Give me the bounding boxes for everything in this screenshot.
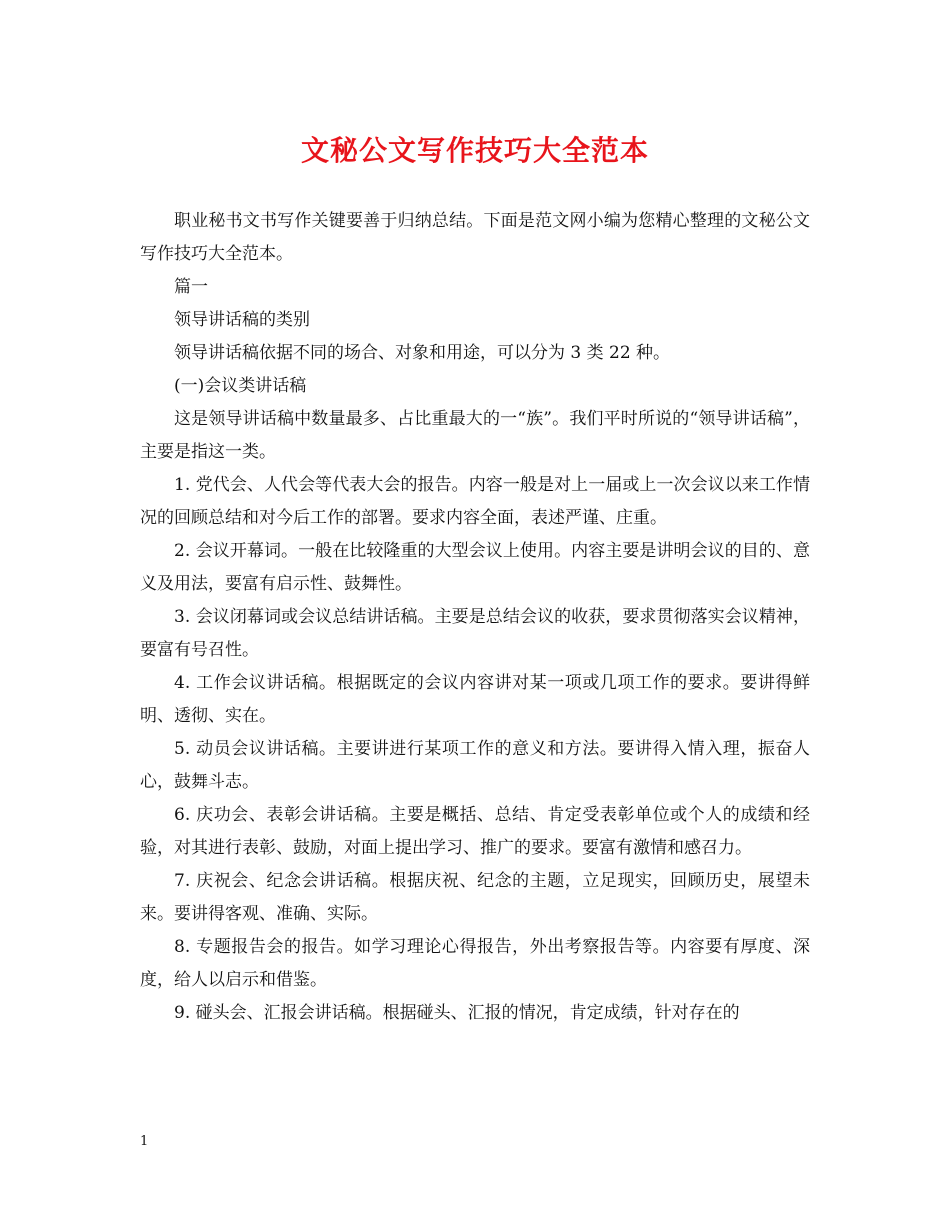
list-item: 1. 党代会、人代会等代表大会的报告。内容一般是对上一届或上一次会议以来工作情况的回顾总结和对今后工作的部署。要求内容全面，表述严谨、庄重。 <box>140 475 810 528</box>
document-body <box>140 205 810 1030</box>
list-item: 8. 专题报告会的报告。如学习理论心得报告，外出考察报告等。内容要有厚度、深度，给人以启示和借鉴。 <box>140 937 810 990</box>
paragraph-intro: 职业秘书文书写作关键要善于归纳总结。下面是范文网小编为您精心整理的文秘公文写作技巧大全范本。 <box>140 211 810 264</box>
document-title: 文秘公文写作技巧大全范本 <box>300 134 649 167</box>
page-number: 1 <box>140 1134 149 1149</box>
paragraph-subheading: (一)会议类讲话稿 <box>174 376 307 396</box>
list-item: 6. 庆功会、表彰会讲话稿。主要是概括、总结、肯定受表彰单位或个人的成绩和经验，对其进行表彰、鼓励，对面上提出学习、推广的要求。要富有激情和感召力。 <box>140 805 810 858</box>
list-item: 4. 工作会议讲话稿。根据既定的会议内容讲对某一项或几项工作的要求。要讲得鲜明、透彻、实在。 <box>140 673 810 726</box>
paragraph-description: 这是领导讲话稿中数量最多、占比重最大的一“族”。我们平时所说的“领导讲话稿”，主要是指这一类。 <box>140 409 810 462</box>
paragraph-heading: 领导讲话稿的类别 <box>174 310 310 330</box>
list-item: 5. 动员会议讲话稿。主要讲进行某项工作的意义和方法。要讲得入情入理，振奋人心，鼓舞斗志。 <box>140 739 810 792</box>
list-item: 2. 会议开幕词。一般在比较隆重的大型会议上使用。内容主要是讲明会议的目的、意义及用法，要富有启示性、鼓舞性。 <box>140 541 810 594</box>
paragraph-section-label: 篇一 <box>174 277 208 297</box>
list-item: 3. 会议闭幕词或会议总结讲话稿。主要是总结会议的收获，要求贯彻落实会议精神，要富有号召性。 <box>140 607 810 660</box>
list-item: 9. 碰头会、汇报会讲话稿。根据碰头、汇报的情况，肯定成绩，针对存在的 <box>174 1003 740 1023</box>
list-item: 7. 庆祝会、纪念会讲话稿。根据庆祝、纪念的主题，立足现实，回顾历史，展望未来。要讲得客观、准确、实际。 <box>140 871 810 924</box>
paragraph-classification: 领导讲话稿依据不同的场合、对象和用途，可以分为 3 类 22 种。 <box>174 343 671 363</box>
